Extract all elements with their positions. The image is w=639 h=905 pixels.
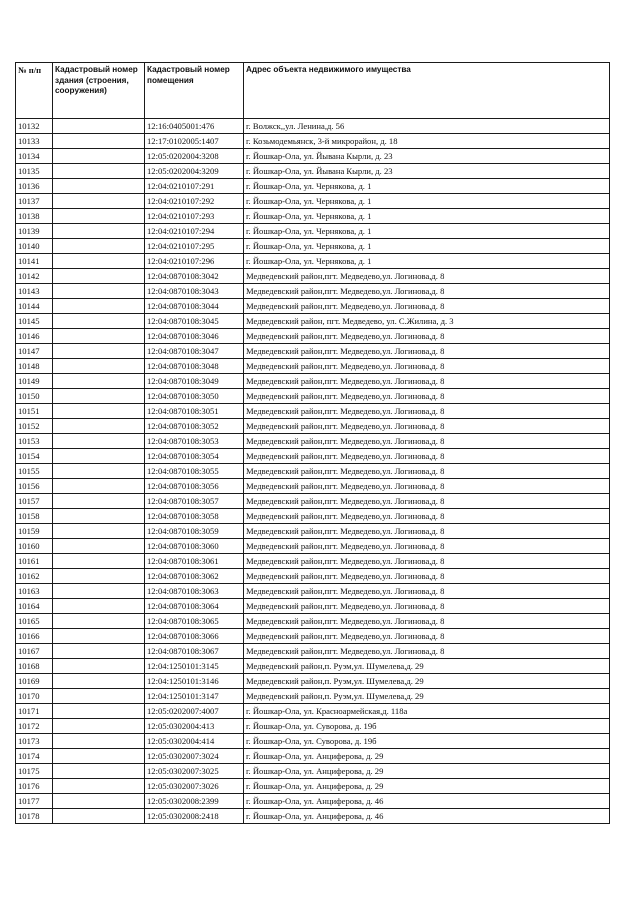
row-number-cell: 10171 <box>16 704 53 719</box>
premise-cadastral-cell: 12:04:0870108:3043 <box>145 284 244 299</box>
premise-cadastral-cell: 12:04:0870108:3062 <box>145 569 244 584</box>
premise-cadastral-cell: 12:05:0302008:2399 <box>145 794 244 809</box>
table-row <box>16 809 610 824</box>
table-row <box>16 119 610 134</box>
premise-cadastral-cell: 12:04:0870108:3042 <box>145 269 244 284</box>
premise-cadastral-cell: 12:04:1250101:3147 <box>145 689 244 704</box>
premise-cadastral-cell: 12:04:0870108:3065 <box>145 614 244 629</box>
building-cadastral-cell <box>53 479 145 494</box>
table-row <box>16 569 610 584</box>
address-cell: Медведевский район,пгт. Медведево,ул. Логинова,д. 8 <box>244 494 610 509</box>
table-row <box>16 404 610 419</box>
premise-cadastral-cell: 12:04:0870108:3046 <box>145 329 244 344</box>
header-row <box>16 63 610 119</box>
address-cell: г. Йошкар-Ола, ул. Анциферова, д. 29 <box>244 749 610 764</box>
table-row <box>16 449 610 464</box>
address-cell: г. Козьмодемьянск, 3-й микрорайон, д. 18 <box>244 134 610 149</box>
building-cadastral-cell <box>53 764 145 779</box>
row-number-cell: 10169 <box>16 674 53 689</box>
row-number-cell: 10167 <box>16 644 53 659</box>
table-row <box>16 314 610 329</box>
building-cadastral-cell <box>53 494 145 509</box>
building-cadastral-cell <box>53 464 145 479</box>
row-number-cell: 10149 <box>16 374 53 389</box>
table-row <box>16 644 610 659</box>
address-cell: Медведевский район,пгт. Медведево,ул. Логинова,д. 8 <box>244 419 610 434</box>
address-cell: Медведевский район,пгт. Медведево,ул. Логинова,д. 8 <box>244 644 610 659</box>
table-row <box>16 149 610 164</box>
table-row <box>16 524 610 539</box>
building-cadastral-cell <box>53 404 145 419</box>
premise-cadastral-cell: 12:04:0870108:3056 <box>145 479 244 494</box>
building-cadastral-cell <box>53 734 145 749</box>
premise-cadastral-cell: 12:04:0870108:3057 <box>145 494 244 509</box>
address-cell: Медведевский район,пгт. Медведево,ул. Логинова,д. 8 <box>244 299 610 314</box>
premise-cadastral-cell: 12:04:0210107:293 <box>145 209 244 224</box>
row-number-cell: 10137 <box>16 194 53 209</box>
table-row <box>16 329 610 344</box>
building-cadastral-cell <box>53 329 145 344</box>
row-number-cell: 10157 <box>16 494 53 509</box>
building-cadastral-cell <box>53 269 145 284</box>
table-row <box>16 419 610 434</box>
address-cell: Медведевский район,пгт. Медведево,ул. Логинова,д. 8 <box>244 449 610 464</box>
address-cell: г. Йошкар-Ола, ул. Чернякова, д. 1 <box>244 179 610 194</box>
row-number-cell: 10139 <box>16 224 53 239</box>
table-row <box>16 554 610 569</box>
premise-cadastral-cell: 12:04:0870108:3058 <box>145 509 244 524</box>
row-number-cell: 10163 <box>16 584 53 599</box>
premise-cadastral-cell: 12:04:0210107:291 <box>145 179 244 194</box>
premise-cadastral-cell: 12:04:0870108:3059 <box>145 524 244 539</box>
address-cell: Медведевский район,пгт. Медведево,ул. Логинова,д. 8 <box>244 374 610 389</box>
row-number-cell: 10154 <box>16 449 53 464</box>
building-cadastral-cell <box>53 689 145 704</box>
row-number-cell: 10153 <box>16 434 53 449</box>
premise-cadastral-cell: 12:04:0210107:292 <box>145 194 244 209</box>
address-cell: Медведевский район,пгт. Медведево,ул. Логинова,д. 8 <box>244 404 610 419</box>
table-row <box>16 794 610 809</box>
row-number-cell: 10136 <box>16 179 53 194</box>
address-cell: Медведевский район,п. Руэм,ул. Шумелева,д. 29 <box>244 659 610 674</box>
header-address: Адрес объекта недвижимого имущества <box>244 63 610 119</box>
premise-cadastral-cell: 12:05:0302008:2418 <box>145 809 244 824</box>
address-cell: Медведевский район,пгт. Медведево,ул. Логинова,д. 8 <box>244 359 610 374</box>
row-number-cell: 10132 <box>16 119 53 134</box>
row-number-cell: 10166 <box>16 629 53 644</box>
table-header <box>16 63 610 119</box>
address-cell: Медведевский район,пгт. Медведево,ул. Логинова,д. 8 <box>244 629 610 644</box>
building-cadastral-cell <box>53 254 145 269</box>
row-number-cell: 10145 <box>16 314 53 329</box>
building-cadastral-cell <box>53 749 145 764</box>
row-number-cell: 10168 <box>16 659 53 674</box>
table-row <box>16 194 610 209</box>
premise-cadastral-cell: 12:04:0210107:296 <box>145 254 244 269</box>
address-cell: Медведевский район,пгт. Медведево,ул. Логинова,д. 8 <box>244 614 610 629</box>
building-cadastral-cell <box>53 809 145 824</box>
address-cell: Медведевский район,пгт. Медведево,ул. Логинова,д. 8 <box>244 509 610 524</box>
row-number-cell: 10159 <box>16 524 53 539</box>
row-number-cell: 10176 <box>16 779 53 794</box>
address-cell: Медведевский район,пгт. Медведево,ул. Логинова,д. 8 <box>244 584 610 599</box>
building-cadastral-cell <box>53 584 145 599</box>
premise-cadastral-cell: 12:04:0870108:3054 <box>145 449 244 464</box>
table-row <box>16 599 610 614</box>
table-row <box>16 749 610 764</box>
address-cell: г. Йошкар-Ола, ул. Анциферова, д. 46 <box>244 794 610 809</box>
header-row-number: № п/п <box>16 63 53 119</box>
building-cadastral-cell <box>53 629 145 644</box>
table-row <box>16 719 610 734</box>
building-cadastral-cell <box>53 779 145 794</box>
address-cell: Медведевский район,пгт. Медведево,ул. Логинова,д. 8 <box>244 569 610 584</box>
building-cadastral-cell <box>53 554 145 569</box>
table-row <box>16 584 610 599</box>
premise-cadastral-cell: 12:04:0870108:3047 <box>145 344 244 359</box>
building-cadastral-cell <box>53 284 145 299</box>
table-row <box>16 614 610 629</box>
building-cadastral-cell <box>53 194 145 209</box>
building-cadastral-cell <box>53 569 145 584</box>
row-number-cell: 10158 <box>16 509 53 524</box>
premise-cadastral-cell: 12:17:0102005:1407 <box>145 134 244 149</box>
table-row <box>16 689 610 704</box>
table-row <box>16 164 610 179</box>
address-cell: г. Йошкар-Ола, ул. Анциферова, д. 29 <box>244 779 610 794</box>
row-number-cell: 10175 <box>16 764 53 779</box>
address-cell: Медведевский район,пгт. Медведево,ул. Логинова,д. 8 <box>244 464 610 479</box>
premise-cadastral-cell: 12:05:0302007:3026 <box>145 779 244 794</box>
premise-cadastral-cell: 12:04:0870108:3064 <box>145 599 244 614</box>
building-cadastral-cell <box>53 794 145 809</box>
building-cadastral-cell <box>53 599 145 614</box>
row-number-cell: 10143 <box>16 284 53 299</box>
premise-cadastral-cell: 12:04:0870108:3052 <box>145 419 244 434</box>
premise-cadastral-cell: 12:04:1250101:3146 <box>145 674 244 689</box>
address-cell: Медведевский район,пгт. Медведево,ул. Логинова,д. 8 <box>244 599 610 614</box>
building-cadastral-cell <box>53 614 145 629</box>
premise-cadastral-cell: 12:05:0202004:3208 <box>145 149 244 164</box>
row-number-cell: 10142 <box>16 269 53 284</box>
table-row <box>16 299 610 314</box>
building-cadastral-cell <box>53 434 145 449</box>
table-row <box>16 704 610 719</box>
premise-cadastral-cell: 12:04:0870108:3066 <box>145 629 244 644</box>
premise-cadastral-cell: 12:04:0870108:3060 <box>145 539 244 554</box>
table-row <box>16 344 610 359</box>
address-cell: г. Йошкар-Ола, ул. Йывана Кырли, д. 23 <box>244 164 610 179</box>
address-cell: Медведевский район,пгт. Медведево,ул. Логинова,д. 8 <box>244 434 610 449</box>
premise-cadastral-cell: 12:04:0870108:3048 <box>145 359 244 374</box>
table-row <box>16 224 610 239</box>
table-row <box>16 434 610 449</box>
building-cadastral-cell <box>53 374 145 389</box>
building-cadastral-cell <box>53 539 145 554</box>
row-number-cell: 10135 <box>16 164 53 179</box>
row-number-cell: 10150 <box>16 389 53 404</box>
premise-cadastral-cell: 12:04:0870108:3044 <box>145 299 244 314</box>
premise-cadastral-cell: 12:04:0870108:3063 <box>145 584 244 599</box>
property-registry-table <box>15 62 610 824</box>
row-number-cell: 10141 <box>16 254 53 269</box>
address-cell: г. Йошкар-Ола, ул. Суворова, д. 19б <box>244 734 610 749</box>
table-row <box>16 374 610 389</box>
table-row <box>16 134 610 149</box>
premise-cadastral-cell: 12:04:0210107:294 <box>145 224 244 239</box>
address-cell: Медведевский район,п. Руэм,ул. Шумелева,д. 29 <box>244 689 610 704</box>
row-number-cell: 10161 <box>16 554 53 569</box>
address-cell: г. Йошкар-Ола, ул. Чернякова, д. 1 <box>244 224 610 239</box>
address-cell: Медведевский район,пгт. Медведево,ул. Логинова,д. 8 <box>244 554 610 569</box>
building-cadastral-cell <box>53 509 145 524</box>
address-cell: г. Йошкар-Ола, ул. Чернякова, д. 1 <box>244 239 610 254</box>
table-row <box>16 539 610 554</box>
address-cell: Медведевский район,п. Руэм,ул. Шумелева,д. 29 <box>244 674 610 689</box>
row-number-cell: 10164 <box>16 599 53 614</box>
premise-cadastral-cell: 12:05:0302007:3025 <box>145 764 244 779</box>
building-cadastral-cell <box>53 704 145 719</box>
table-row <box>16 464 610 479</box>
table-row <box>16 494 610 509</box>
address-cell: Медведевский район,пгт. Медведево,ул. Логинова,д. 8 <box>244 539 610 554</box>
address-cell: Медведевский район,пгт. Медведево,ул. Логинова,д. 8 <box>244 269 610 284</box>
building-cadastral-cell <box>53 719 145 734</box>
building-cadastral-cell <box>53 674 145 689</box>
building-cadastral-cell <box>53 239 145 254</box>
table-row <box>16 269 610 284</box>
table-row <box>16 359 610 374</box>
table-row <box>16 239 610 254</box>
building-cadastral-cell <box>53 179 145 194</box>
address-cell: Медведевский район,пгт. Медведево,ул. Логинова,д. 8 <box>244 329 610 344</box>
premise-cadastral-cell: 12:04:0870108:3049 <box>145 374 244 389</box>
address-cell: г. Йошкар-Ола, ул. Чернякова, д. 1 <box>244 209 610 224</box>
row-number-cell: 10133 <box>16 134 53 149</box>
row-number-cell: 10170 <box>16 689 53 704</box>
address-cell: г. Волжск,,ул. Ленина,д. 56 <box>244 119 610 134</box>
address-cell: Медведевский район,пгт. Медведево,ул. Логинова,д. 8 <box>244 524 610 539</box>
building-cadastral-cell <box>53 659 145 674</box>
address-cell: г. Йошкар-Ола, ул. Суворова, д. 19б <box>244 719 610 734</box>
table-body <box>16 119 610 824</box>
table-row <box>16 284 610 299</box>
building-cadastral-cell <box>53 449 145 464</box>
table-row <box>16 179 610 194</box>
row-number-cell: 10172 <box>16 719 53 734</box>
table-row <box>16 509 610 524</box>
row-number-cell: 10144 <box>16 299 53 314</box>
building-cadastral-cell <box>53 389 145 404</box>
building-cadastral-cell <box>53 149 145 164</box>
address-cell: Медведевский район,пгт. Медведево,ул. Логинова,д. 8 <box>244 479 610 494</box>
header-building-cadastral: Кадастровый номер здания (строения, сооружения) <box>53 63 145 119</box>
building-cadastral-cell <box>53 119 145 134</box>
row-number-cell: 10140 <box>16 239 53 254</box>
premise-cadastral-cell: 12:05:0302007:3024 <box>145 749 244 764</box>
building-cadastral-cell <box>53 359 145 374</box>
premise-cadastral-cell: 12:04:0870108:3053 <box>145 434 244 449</box>
premise-cadastral-cell: 12:04:0870108:3061 <box>145 554 244 569</box>
row-number-cell: 10156 <box>16 479 53 494</box>
building-cadastral-cell <box>53 644 145 659</box>
table-row <box>16 674 610 689</box>
row-number-cell: 10147 <box>16 344 53 359</box>
table-row <box>16 479 610 494</box>
premise-cadastral-cell: 12:04:0870108:3051 <box>145 404 244 419</box>
address-cell: г. Йошкар-Ола, ул. Йывана Кырли, д. 23 <box>244 149 610 164</box>
building-cadastral-cell <box>53 224 145 239</box>
address-cell: г. Йошкар-Ола, ул. Анциферова, д. 46 <box>244 809 610 824</box>
building-cadastral-cell <box>53 209 145 224</box>
premise-cadastral-cell: 12:05:0202007:4007 <box>145 704 244 719</box>
premise-cadastral-cell: 12:04:0210107:295 <box>145 239 244 254</box>
building-cadastral-cell <box>53 419 145 434</box>
row-number-cell: 10146 <box>16 329 53 344</box>
premise-cadastral-cell: 12:16:0405001:476 <box>145 119 244 134</box>
building-cadastral-cell <box>53 314 145 329</box>
premise-cadastral-cell: 12:05:0302004:413 <box>145 719 244 734</box>
table-row <box>16 629 610 644</box>
row-number-cell: 10162 <box>16 569 53 584</box>
table-row <box>16 764 610 779</box>
header-premise-cadastral: Кадастровый номер помещения <box>145 63 244 119</box>
premise-cadastral-cell: 12:05:0302004:414 <box>145 734 244 749</box>
row-number-cell: 10155 <box>16 464 53 479</box>
address-cell: Медведевский район,пгт. Медведево,ул. Логинова,д. 8 <box>244 284 610 299</box>
premise-cadastral-cell: 12:04:0870108:3050 <box>145 389 244 404</box>
building-cadastral-cell <box>53 299 145 314</box>
row-number-cell: 10138 <box>16 209 53 224</box>
row-number-cell: 10134 <box>16 149 53 164</box>
row-number-cell: 10165 <box>16 614 53 629</box>
row-number-cell: 10151 <box>16 404 53 419</box>
table-row <box>16 254 610 269</box>
address-cell: Медведевский район, пгт. Медведево, ул. С.Жилина, д. 3 <box>244 314 610 329</box>
building-cadastral-cell <box>53 344 145 359</box>
row-number-cell: 10178 <box>16 809 53 824</box>
row-number-cell: 10173 <box>16 734 53 749</box>
premise-cadastral-cell: 12:04:1250101:3145 <box>145 659 244 674</box>
address-cell: г. Йошкар-Ола, ул. Красноармейская,д. 118а <box>244 704 610 719</box>
premise-cadastral-cell: 12:04:0870108:3055 <box>145 464 244 479</box>
row-number-cell: 10148 <box>16 359 53 374</box>
premise-cadastral-cell: 12:05:0202004:3209 <box>145 164 244 179</box>
table-row <box>16 209 610 224</box>
building-cadastral-cell <box>53 134 145 149</box>
table-row <box>16 389 610 404</box>
address-cell: Медведевский район,пгт. Медведево,ул. Логинова,д. 8 <box>244 389 610 404</box>
address-cell: г. Йошкар-Ола, ул. Анциферова, д. 29 <box>244 764 610 779</box>
address-cell: г. Йошкар-Ола, ул. Чернякова, д. 1 <box>244 194 610 209</box>
table-row <box>16 734 610 749</box>
building-cadastral-cell <box>53 164 145 179</box>
table-row <box>16 659 610 674</box>
building-cadastral-cell <box>53 524 145 539</box>
address-cell: Медведевский район,пгт. Медведево,ул. Логинова,д. 8 <box>244 344 610 359</box>
row-number-cell: 10177 <box>16 794 53 809</box>
table-row <box>16 779 610 794</box>
row-number-cell: 10174 <box>16 749 53 764</box>
premise-cadastral-cell: 12:04:0870108:3067 <box>145 644 244 659</box>
row-number-cell: 10160 <box>16 539 53 554</box>
premise-cadastral-cell: 12:04:0870108:3045 <box>145 314 244 329</box>
row-number-cell: 10152 <box>16 419 53 434</box>
address-cell: г. Йошкар-Ола, ул. Чернякова, д. 1 <box>244 254 610 269</box>
